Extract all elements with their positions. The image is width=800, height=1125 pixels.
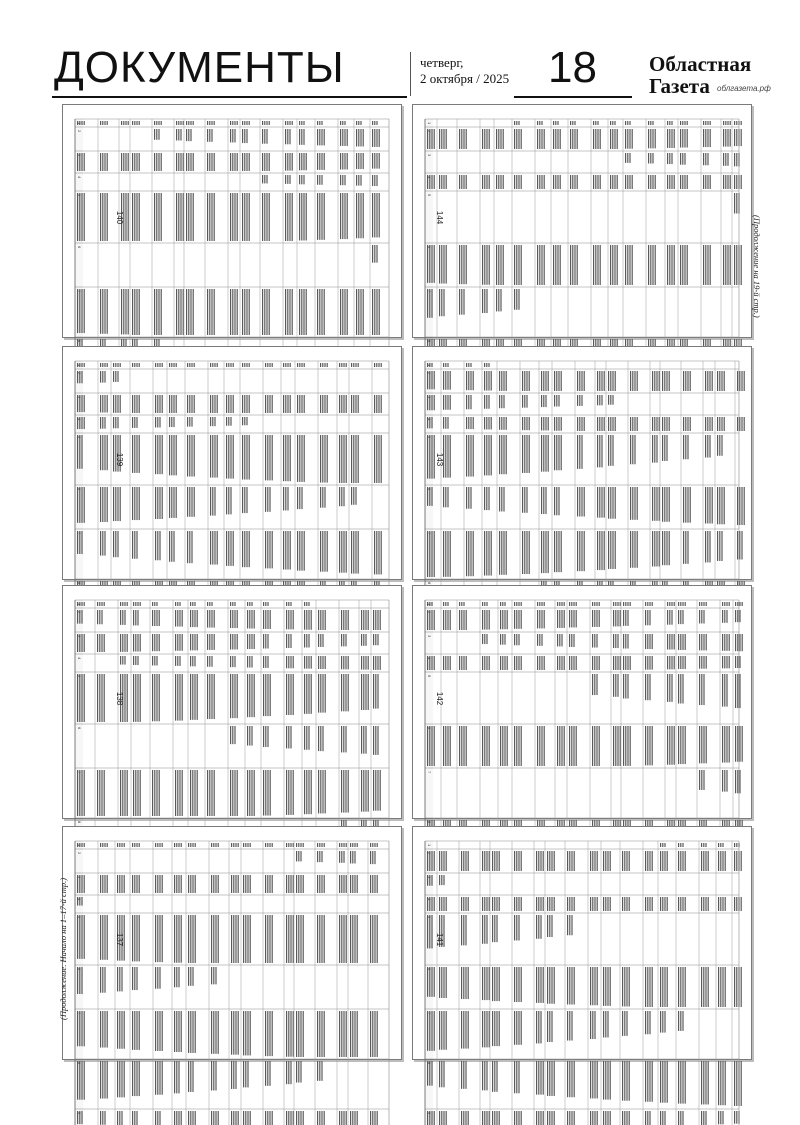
- svg-text:2: 2: [427, 852, 432, 855]
- issue-date: [420, 55, 509, 87]
- svg-text:5: 5: [427, 675, 432, 678]
- svg-text:4: 4: [427, 657, 432, 660]
- svg-text:6: 6: [427, 968, 432, 971]
- document-page-138: [62, 585, 402, 824]
- svg-text:5: 5: [77, 436, 82, 439]
- svg-text:7: 7: [77, 532, 82, 535]
- svg-text:3: 3: [427, 154, 432, 157]
- page-label-142: 142: [435, 691, 445, 706]
- continuation-start-note: (Продолжение. Начало на 1–17-й стр.): [58, 877, 68, 1020]
- document-page-139: [62, 346, 402, 585]
- svg-text:8: 8: [427, 340, 432, 343]
- table-lines: [413, 586, 751, 824]
- table-lines: [63, 347, 401, 585]
- page-label-139: 139: [115, 452, 125, 467]
- table-lines: [63, 827, 401, 1115]
- svg-text:4: 4: [77, 176, 82, 179]
- issue-weekday: четверг,: [420, 55, 464, 70]
- svg-text:2: 2: [77, 852, 82, 855]
- svg-text:3: 3: [427, 396, 432, 399]
- document-page-137: [62, 826, 402, 1115]
- paper-logo-line2: Газета: [649, 74, 710, 98]
- svg-text:8: 8: [427, 1062, 432, 1065]
- svg-text:9: 9: [427, 1112, 432, 1115]
- page-label-141: 141: [435, 932, 445, 947]
- svg-text:7: 7: [77, 771, 82, 774]
- svg-text:8: 8: [77, 1062, 82, 1065]
- page-number: 18: [548, 43, 597, 92]
- svg-text:5: 5: [427, 436, 432, 439]
- svg-text:6: 6: [77, 246, 82, 249]
- paper-logo-line1: Областная: [649, 52, 752, 76]
- svg-text:8: 8: [427, 821, 432, 824]
- document-page-144: [412, 104, 752, 343]
- svg-text:4: 4: [77, 898, 82, 901]
- svg-text:2: 2: [77, 611, 82, 614]
- svg-text:7: 7: [427, 290, 432, 293]
- table-lines: [63, 105, 401, 343]
- page-label-144: 144: [435, 210, 445, 225]
- section-title: ДОКУМЕНТЫ: [54, 43, 345, 92]
- continuation-end-note: (Продолжение на 19-й стр.): [752, 215, 762, 318]
- svg-text:5: 5: [77, 194, 82, 197]
- svg-text:6: 6: [427, 488, 432, 491]
- table-lines: [63, 586, 401, 824]
- svg-text:8: 8: [77, 340, 82, 343]
- svg-text:7: 7: [427, 532, 432, 535]
- page-label-137: 137: [115, 932, 125, 947]
- svg-text:3: 3: [77, 396, 82, 399]
- table-lines: [413, 347, 751, 585]
- svg-text:3: 3: [427, 635, 432, 638]
- issue-date-text: 2 октября / 2025: [420, 71, 510, 86]
- svg-text:4: 4: [427, 898, 432, 901]
- svg-text:6: 6: [427, 727, 432, 730]
- document-page-140: [62, 104, 402, 343]
- title-underline: [52, 96, 407, 98]
- svg-text:2: 2: [77, 130, 82, 133]
- svg-text:6: 6: [427, 246, 432, 249]
- table-lines: [413, 827, 751, 1115]
- svg-text:6: 6: [77, 727, 82, 730]
- svg-text:8: 8: [77, 821, 82, 824]
- svg-text:1: 1: [77, 122, 82, 125]
- svg-text:8: 8: [77, 582, 82, 585]
- svg-text:8: 8: [427, 582, 432, 585]
- svg-text:1: 1: [427, 122, 432, 125]
- svg-text:1: 1: [77, 603, 82, 606]
- svg-text:3: 3: [427, 876, 432, 879]
- svg-text:6: 6: [77, 488, 82, 491]
- svg-text:5: 5: [77, 916, 82, 919]
- svg-text:7: 7: [77, 1012, 82, 1015]
- svg-text:3: 3: [77, 154, 82, 157]
- svg-text:2: 2: [427, 611, 432, 614]
- document-page-141: [412, 826, 752, 1115]
- svg-text:9: 9: [77, 1112, 82, 1115]
- document-page-142: [412, 585, 752, 824]
- svg-text:7: 7: [427, 1012, 432, 1015]
- svg-text:1: 1: [77, 844, 82, 847]
- svg-text:2: 2: [427, 372, 432, 375]
- svg-text:4: 4: [77, 657, 82, 660]
- svg-text:3: 3: [77, 876, 82, 879]
- page-label-138: 138: [115, 691, 125, 706]
- svg-text:2: 2: [77, 372, 82, 375]
- header-separator: [410, 52, 411, 96]
- svg-text:7: 7: [427, 771, 432, 774]
- table-lines: [413, 105, 751, 343]
- page-number-underline: [514, 96, 632, 98]
- document-page-143: [412, 346, 752, 585]
- svg-text:7: 7: [77, 290, 82, 293]
- svg-text:5: 5: [427, 194, 432, 197]
- svg-text:1: 1: [77, 364, 82, 367]
- paper-site: облгазета.рф: [717, 84, 771, 93]
- page-label-140: 140: [115, 210, 125, 225]
- svg-text:1: 1: [427, 844, 432, 847]
- svg-text:6: 6: [77, 968, 82, 971]
- svg-text:4: 4: [427, 176, 432, 179]
- svg-text:4: 4: [77, 418, 82, 421]
- svg-text:1: 1: [427, 364, 432, 367]
- page-label-143: 143: [435, 452, 445, 467]
- svg-text:3: 3: [77, 635, 82, 638]
- svg-text:2: 2: [427, 130, 432, 133]
- svg-text:1: 1: [427, 603, 432, 606]
- svg-text:4: 4: [427, 418, 432, 421]
- svg-text:5: 5: [427, 916, 432, 919]
- svg-text:5: 5: [77, 675, 82, 678]
